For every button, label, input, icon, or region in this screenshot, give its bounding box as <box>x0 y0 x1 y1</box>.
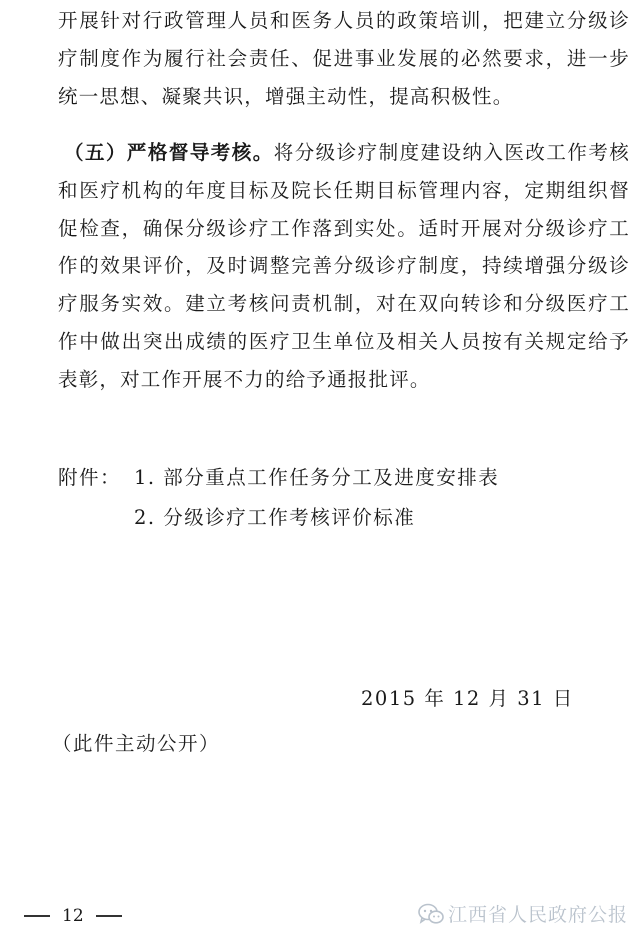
section-strict-supervision <box>58 134 630 399</box>
section-body: 将分级诊疗制度建设纳入医改工作考核和医疗机构的年度目标及院长任期目标管理内容，定期组织督促检查，确保分级诊疗工作落到实处。适时开展对分级诊疗工作的效果评价，及时调整完善分级诊疗制度，持续增强分级诊疗服务实效。建立考核问责机制，对在双向转诊和分级医疗工作中做出突出成绩的医疗卫生单位及相关人员按有关规定给予表彰，对工作开展不力的给予通报批评。 <box>58 141 630 391</box>
public-disclosure-note: （此件主动公开） <box>52 732 221 755</box>
dash-left <box>24 915 50 917</box>
attachment-item: 1. 部分重点工作任务分工及进度安排表 <box>134 466 500 489</box>
attachment-item: 2. 分级诊疗工作考核评价标准 <box>134 506 416 529</box>
section-heading: （五）严格督导考核。 <box>64 141 274 164</box>
attachments-label: 附件： <box>58 466 122 489</box>
dash-right <box>96 915 122 917</box>
page-number-value: 12 <box>62 906 84 926</box>
paragraph-text: 开展针对行政管理人员和医务人员的政策培训，把建立分级诊疗制度作为履行社会责任、促进事业发展的必然要求，进一步统一思想、凝聚共识，增强主动性，提高积极性。 <box>58 9 630 108</box>
paragraph-policy-training <box>58 2 630 115</box>
document-date: 2015 年 12 月 31 日 <box>361 687 574 710</box>
page-number <box>24 906 122 926</box>
watermark <box>418 900 628 927</box>
watermark-text: 江西省人民政府公报 <box>447 904 628 926</box>
wechat-icon <box>418 903 444 925</box>
